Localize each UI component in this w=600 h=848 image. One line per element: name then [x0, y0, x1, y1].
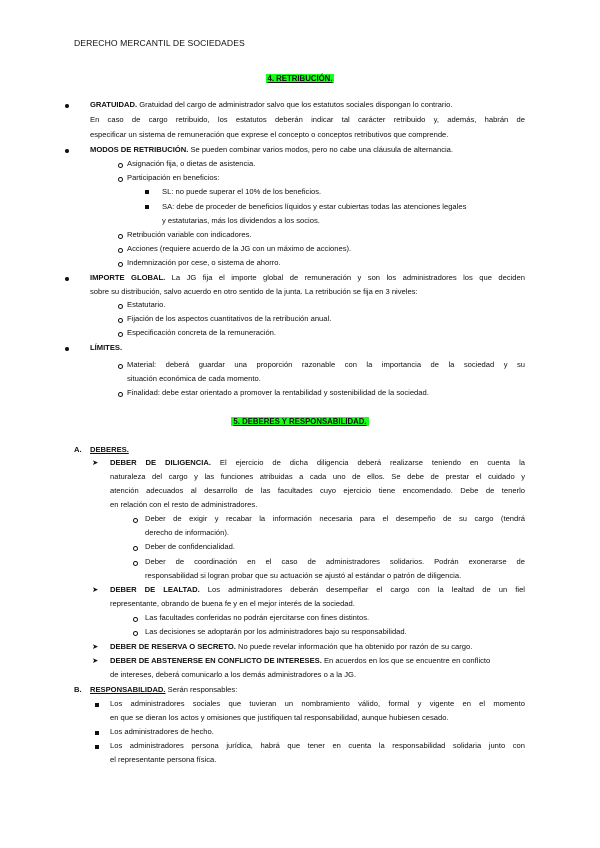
modos-line [90, 145, 453, 155]
modos-item-1: Asignación fija, o dietas de asistencia. [127, 159, 256, 168]
square-bullet-icon [95, 703, 99, 707]
importe-item-1: Estatutario. [127, 300, 166, 309]
gratuidad-line-2: En caso de cargo retribuido, los estatutos deberán indicar tal carácter retribuido y, además, habrán de [90, 115, 525, 124]
resp-3b: el representante persona física. [110, 755, 217, 764]
reserva-label: DEBER DE RESERVA O SECRETO. [110, 642, 236, 651]
section-5-title-text: 5. DEBERES Y RESPONSABILIDAD. [233, 417, 367, 426]
lealtad-sub-2: Las decisiones se adoptarán por los administradores bajo su responsabilidad. [145, 627, 407, 636]
abstenerse-line-2: de intereses, deberá comunicarlo a los demás administradores o a la JG. [110, 670, 357, 679]
gratuidad-text: Gratuidad del cargo de administrador salvo que los estatutos sociales dispongan lo contrario. [139, 100, 453, 109]
modos-sub-sl: SL: no puede superar el 10% de los beneficios. [162, 187, 322, 196]
lealtad-sub-1: Las facultades conferidas no podrán ejercitarse con fines distintos. [145, 613, 370, 622]
square-bullet-icon [95, 745, 99, 749]
circle-bullet-icon [133, 518, 138, 523]
square-bullet-icon [145, 190, 149, 194]
arrow-bullet-icon: ➤ [92, 458, 99, 467]
modos-sub-sa-1: SA: debe de proceder de beneficios líquidos y estar cubiertas todas las atenciones legales [162, 202, 467, 211]
diligencia-line-3: atención adecuados al desarrollo de las facultades cuyo ejercicio tiene encomendado. Debe de tenerlo [110, 486, 525, 495]
resp-1a: Los administradores sociales que tuvieran un nombramiento válido, formal y vigente en el momento [110, 699, 525, 708]
section-b-letter: B. [74, 685, 82, 694]
bullet-icon [65, 104, 69, 108]
importe-line-1 [90, 273, 525, 283]
importe-item-3: Especificación concreta de la remuneración. [127, 328, 277, 337]
gratuidad-line-3: especificar un sistema de remuneración que exprese el concepto o conceptos retributivos que comprende. [90, 130, 449, 139]
diligencia-line-1 [110, 458, 525, 468]
section-b-title: RESPONSABILIDAD. [90, 685, 166, 694]
square-bullet-icon [95, 731, 99, 735]
section-4-title [0, 74, 600, 83]
circle-bullet-icon [118, 364, 123, 369]
lealtad-text: Los administradores deberán desempeñar el cargo con la lealtad de un fiel [207, 585, 525, 594]
diligencia-sub-1a: Deber de exigir y recabar la información necesaria para el desempeño de su cargo (tendrá [145, 514, 525, 523]
lealtad-line-2: representante, obrando de buena fe y en el mejor interés de la sociedad. [110, 599, 355, 608]
reserva-line [110, 642, 472, 652]
diligencia-label: DEBER DE DILIGENCIA. [110, 458, 211, 467]
gratuidad-label: GRATUIDAD. [90, 100, 138, 109]
abstenerse-line-1 [110, 656, 490, 666]
diligencia-sub-3a: Deber de coordinación en el caso de administradores solidarios. Podrán exonerarse de [145, 557, 525, 566]
abstenerse-label: DEBER DE ABSTENERSE EN CONFLICTO DE INTERESES. [110, 656, 322, 665]
lealtad-line-1 [110, 585, 525, 595]
circle-bullet-icon [133, 617, 138, 622]
section-4-title-text: 4. RETRIBUCIÓN. [267, 74, 333, 83]
circle-bullet-icon [133, 561, 138, 566]
limites-label: LÍMITES. [90, 343, 123, 352]
arrow-bullet-icon: ➤ [92, 585, 99, 594]
arrow-bullet-icon: ➤ [92, 656, 99, 665]
circle-bullet-icon [118, 392, 123, 397]
section-a-title: DEBERES. [90, 445, 129, 454]
reserva-text: No puede revelar información que ha obtenido por razón de su cargo. [238, 642, 473, 651]
diligencia-line-4: en relación con el resto de administradores. [110, 500, 258, 509]
bullet-icon [65, 347, 69, 351]
limites-material-1: Material: deberá guardar una proporción razonable con la importancia de la sociedad y su [127, 360, 525, 369]
circle-bullet-icon [118, 304, 123, 309]
modos-label: MODOS DE RETRIBUCIÓN. [90, 145, 189, 154]
importe-item-2: Fijación de los aspectos cuantitativos de la retribución anual. [127, 314, 332, 323]
bullet-icon [65, 149, 69, 153]
arrow-bullet-icon: ➤ [92, 642, 99, 651]
circle-bullet-icon [118, 177, 123, 182]
modos-sub-sa-2: y estatutarias, más los dividendos a los socios. [162, 216, 320, 225]
diligencia-sub-3b: responsabilidad si logran probar que su actuación se ajustó al estándar o patrón de diligencia. [145, 571, 462, 580]
modos-item-2: Participación en beneficios: [127, 173, 220, 182]
circle-bullet-icon [118, 234, 123, 239]
resp-2: Los administradores de hecho. [110, 727, 214, 736]
document-header: DERECHO MERCANTIL DE SOCIEDADES [74, 38, 245, 48]
gratuidad-line-1 [90, 100, 452, 110]
limites-finalidad: Finalidad: debe estar orientado a promover la rentabilidad y sostenibilidad de la sociedad. [127, 388, 429, 397]
diligencia-text: El ejercicio de dicha diligencia deberá realizarse teniendo en cuenta la [219, 458, 525, 467]
circle-bullet-icon [133, 631, 138, 636]
circle-bullet-icon [118, 163, 123, 168]
limites-material-2: situación económica de cada momento. [127, 374, 261, 383]
importe-line-2: sobre su distribución, salvo acuerdo en otro sentido de la junta. La retribución se fija en 3 niveles: [90, 287, 418, 296]
section-b-text: Serán responsables: [167, 685, 238, 694]
section-5-title [0, 417, 600, 426]
diligencia-sub-2: Deber de confidencialidad. [145, 542, 235, 551]
resp-3a: Los administradores persona jurídica, habrá que tener en cuenta la responsabilidad solidaria junto con [110, 741, 525, 750]
modos-item-4: Acciones (requiere acuerdo de la JG con un máximo de acciones). [127, 244, 352, 253]
circle-bullet-icon [118, 318, 123, 323]
bullet-icon [65, 277, 69, 281]
modos-text: Se pueden combinar varios modos, pero no cabe una cláusula de alternancia. [190, 145, 454, 154]
section-a-letter: A. [74, 445, 82, 454]
importe-text: La JG fija el importe global de remuneración y son los administradores los que deciden [171, 273, 525, 282]
square-bullet-icon [145, 205, 149, 209]
circle-bullet-icon [133, 546, 138, 551]
importe-label: IMPORTE GLOBAL. [90, 273, 166, 282]
circle-bullet-icon [118, 332, 123, 337]
abstenerse-text: En acuerdos en los que se encuentre en conflicto [323, 656, 491, 665]
circle-bullet-icon [118, 262, 123, 267]
modos-item-3: Retribución variable con indicadores. [127, 230, 252, 239]
resp-1b: en que se dieran los actos y omisiones que justifiquen tal responsabilidad, aunque hubiesen cesado. [110, 713, 449, 722]
diligencia-sub-1b: derecho de información). [145, 528, 229, 537]
modos-item-5: Indemnización por cese, o sistema de ahorro. [127, 258, 281, 267]
circle-bullet-icon [118, 248, 123, 253]
lealtad-label: DEBER DE LEALTAD. [110, 585, 200, 594]
diligencia-line-2: naturaleza del cargo y las funciones atribuidas a cada uno de ellos. Se debe de prestar el cuidado y [110, 472, 525, 481]
section-b-line [90, 685, 237, 695]
